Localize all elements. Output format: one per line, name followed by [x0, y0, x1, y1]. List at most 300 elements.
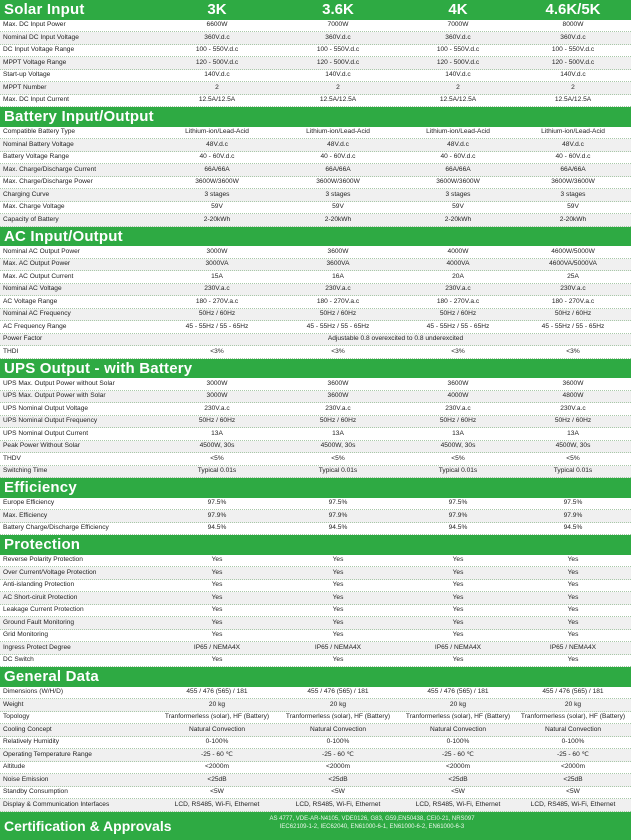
spec-label: Over Current/Voltage Protection: [3, 568, 97, 576]
spec-value: Yes: [332, 581, 344, 589]
spec-value: <2000m: [445, 763, 470, 771]
spec-row: [0, 523, 631, 536]
spec-row: [0, 20, 631, 33]
spec-row: [0, 466, 631, 479]
certification-bar: [0, 812, 631, 840]
spec-value: 230V.a.c: [560, 404, 586, 412]
spec-value: 59V: [452, 203, 464, 211]
spec-value: Yes: [452, 618, 464, 626]
spec-value: 100 - 550V.d.c: [195, 46, 239, 54]
spec-row: [0, 296, 631, 309]
spec-row: [0, 580, 631, 593]
spec-value: 455 / 476 (565) / 181: [307, 688, 369, 696]
spec-value: 45 - 55Hz / 55 - 65Hz: [541, 322, 605, 330]
spec-label: Nominal Battery Voltage: [3, 140, 74, 148]
spec-value: 50Hz / 60Hz: [439, 310, 477, 318]
spec-value: Yes: [332, 556, 344, 564]
spec-value: 3600W: [562, 379, 584, 387]
spec-label: Standby Consumption: [3, 788, 68, 796]
spec-value: 230V.a.c: [204, 285, 230, 293]
spec-value: 94.5%: [448, 524, 468, 532]
spec-row: [0, 749, 631, 762]
spec-label: Reverse Polarity Protection: [3, 556, 83, 564]
spec-value: 230V.a.c: [325, 285, 351, 293]
spec-value: <5W: [331, 788, 345, 796]
spec-value: 45 - 55Hz / 55 - 65Hz: [426, 322, 490, 330]
spec-value: 0-100%: [561, 738, 585, 746]
spec-value: <5%: [210, 454, 224, 462]
spec-value: 140V.d.c: [325, 71, 351, 79]
spec-value: <3%: [210, 347, 224, 355]
spec-value: Typical 0.01s: [318, 467, 358, 475]
spec-row: [0, 737, 631, 750]
spec-value: 3 stages: [445, 190, 471, 198]
spec-value: 120 - 500V.d.c: [316, 58, 360, 66]
spec-value: 97.5%: [207, 499, 227, 507]
spec-label: Battery Charge/Discharge Efficiency: [3, 524, 109, 532]
spec-label: Charging Curve: [3, 190, 50, 198]
spec-row: [0, 642, 631, 655]
spec-label: Nominal AC Frequency: [3, 310, 71, 318]
spec-value: 97.9%: [448, 511, 468, 519]
spec-value: IP65 / NEMA4X: [549, 643, 597, 651]
spec-row: [0, 724, 631, 737]
spec-value: 3600W: [447, 379, 469, 387]
spec-value: Typical 0.01s: [553, 467, 593, 475]
spec-value: Lithium-ion/Lead-Acid: [426, 128, 490, 136]
spec-value: 4000VA: [446, 260, 470, 268]
section-header-solar-input: [0, 0, 631, 20]
spec-value: <5W: [451, 788, 465, 796]
spec-value: 48V.d.c: [327, 140, 349, 148]
spec-value: 15A: [211, 272, 223, 280]
spec-value: 4500W, 30s: [555, 442, 591, 450]
spec-value: 20 kg: [208, 700, 226, 708]
spec-value: 100 - 550V.d.c: [436, 46, 480, 54]
spec-value: 4500W, 30s: [440, 442, 476, 450]
spec-label: Peak Power Without Solar: [3, 442, 80, 450]
spec-value: 360V.d.c: [204, 33, 230, 41]
spec-value: Lithium-ion/Lead-Acid: [185, 128, 249, 136]
spec-value: 97.9%: [563, 511, 583, 519]
spec-value: 230V.a.c: [445, 285, 471, 293]
spec-value: Natural Convection: [188, 725, 246, 733]
section-header-ups-output-with-battery: [0, 359, 631, 379]
spec-value: 50Hz / 60Hz: [554, 417, 592, 425]
section-title: Efficiency: [4, 479, 77, 497]
spec-row: [0, 202, 631, 215]
spec-label: Ground Fault Monitoring: [3, 618, 75, 626]
spec-value: 2-20kWh: [559, 215, 587, 223]
spec-value: 360V.d.c: [445, 33, 471, 41]
spec-label: Nominal AC Output Power: [3, 247, 80, 255]
spec-value: 94.5%: [563, 524, 583, 532]
spec-label: THDV: [3, 454, 21, 462]
spec-value: 180 - 270V.a.c: [316, 297, 360, 305]
spec-value: 230V.a.c: [445, 404, 471, 412]
spec-value: 97.5%: [563, 499, 583, 507]
spec-value: Yes: [332, 568, 344, 576]
spec-value: <3%: [331, 347, 345, 355]
section-title: AC Input/Output: [4, 227, 123, 245]
spec-value: Yes: [211, 581, 223, 589]
spec-label: UPS Max. Output Power with Solar: [3, 392, 106, 400]
spec-value: 0-100%: [326, 738, 350, 746]
spec-row: [0, 346, 631, 359]
spec-row: [0, 334, 631, 347]
spec-value: Lithium-ion/Lead-Acid: [541, 128, 605, 136]
spec-value: 12.5A/12.5A: [554, 96, 592, 104]
spec-value: Yes: [452, 631, 464, 639]
spec-label: Leakage Current Protection: [3, 606, 84, 614]
spec-value: 0-100%: [205, 738, 229, 746]
spec-label: Battery Voltage Range: [3, 153, 69, 161]
model-header: 4.6K/5K: [545, 1, 601, 19]
spec-row: [0, 189, 631, 202]
spec-value: Tranformerless (solar), HF (Battery): [405, 713, 511, 721]
section-title: Solar Input: [4, 1, 85, 19]
spec-value: Yes: [452, 581, 464, 589]
spec-value: 94.5%: [207, 524, 227, 532]
spec-value: 3000VA: [205, 260, 229, 268]
spec-value: 13A: [211, 429, 223, 437]
spec-value: LCD, RS485, Wi-Fi, Ethernet: [295, 800, 381, 808]
spec-label: Ingress Protect Degree: [3, 643, 71, 651]
spec-value: 3600W/3600W: [436, 178, 480, 186]
spec-label: Max. Charge/Discharge Current: [3, 165, 97, 173]
spec-row: [0, 498, 631, 511]
spec-label: MPPT Number: [3, 83, 47, 91]
spec-row: [0, 774, 631, 787]
spec-label: Compatible Battery Type: [3, 128, 76, 136]
spec-value: 4600VA/5000VA: [549, 260, 597, 268]
model-header: 3.6K: [322, 1, 354, 19]
spec-label: DC Input Voltage Range: [3, 46, 75, 54]
spec-value: 3600W: [327, 392, 349, 400]
spec-row: [0, 391, 631, 404]
spec-value: 180 - 270V.a.c: [551, 297, 595, 305]
spec-value: 48V.d.c: [206, 140, 228, 148]
spec-value: 59V: [211, 203, 223, 211]
spec-value: Yes: [332, 618, 344, 626]
spec-label: Max. Charge Voltage: [3, 203, 65, 211]
spec-value: 50Hz / 60Hz: [319, 417, 357, 425]
spec-value: 140V.d.c: [445, 71, 471, 79]
spec-row: [0, 70, 631, 83]
section-header-protection: [0, 535, 631, 555]
spec-row: [0, 555, 631, 568]
spec-value: 3600W/3600W: [551, 178, 595, 186]
model-header: 4K: [448, 1, 468, 19]
spec-label: Relatively Humidity: [3, 738, 60, 746]
spec-row: [0, 139, 631, 152]
spec-row: [0, 428, 631, 441]
spec-row: [0, 259, 631, 272]
spec-label: THDI: [3, 347, 19, 355]
spec-row: [0, 246, 631, 259]
spec-value: Typical 0.01s: [438, 467, 478, 475]
section-header-efficiency: [0, 478, 631, 498]
section-header-battery-input-output: [0, 107, 631, 127]
spec-value: Yes: [211, 568, 223, 576]
section-header-general-data: [0, 667, 631, 687]
spec-value: 2-20kWh: [324, 215, 352, 223]
spec-value: 230V.a.c: [325, 404, 351, 412]
spec-row: [0, 617, 631, 630]
spec-value: Yes: [211, 593, 223, 601]
spec-value: -25 - 60 ℃: [442, 750, 474, 758]
spec-label: DC Switch: [3, 656, 34, 664]
spec-value: 20 kg: [449, 700, 467, 708]
spec-value: Yes: [567, 556, 579, 564]
certification-title: Certification & Approvals: [4, 817, 172, 834]
spec-value: <25dB: [563, 775, 583, 783]
spec-value: 140V.d.c: [204, 71, 230, 79]
spec-label: AC Short-ciruit Protection: [3, 593, 78, 601]
spec-value: 120 - 500V.d.c: [195, 58, 239, 66]
spec-value: 360V.d.c: [560, 33, 586, 41]
spec-value: 360V.d.c: [325, 33, 351, 41]
spec-value: 13A: [452, 429, 464, 437]
spec-value: 3600W/3600W: [195, 178, 239, 186]
spec-value: 3 stages: [204, 190, 230, 198]
spec-value: IP65 / NEMA4X: [193, 643, 241, 651]
spec-value: Yes: [567, 581, 579, 589]
spec-label: Max. Charge/Discharge Power: [3, 178, 93, 186]
spec-value: <25dB: [448, 775, 468, 783]
spec-label: Max. DC Input Power: [3, 21, 66, 29]
spec-row: [0, 57, 631, 70]
spec-value: <2000m: [204, 763, 229, 771]
spec-label: Capacity of Battery: [3, 215, 59, 223]
spec-value: 66A/66A: [560, 165, 586, 173]
spec-value: 66A/66A: [325, 165, 351, 173]
spec-value: 40 - 60V.d.c: [199, 153, 235, 161]
spec-label: Nominal DC Input Voltage: [3, 33, 79, 41]
spec-label: Max. Efficiency: [3, 511, 48, 519]
spec-value: 6600W: [206, 21, 228, 29]
spec-value: <2000m: [325, 763, 350, 771]
spec-row: [0, 567, 631, 580]
spec-value: Tranformerless (solar), HF (Battery): [164, 713, 270, 721]
spec-value: <2000m: [560, 763, 585, 771]
spec-label: Switching Time: [3, 467, 48, 475]
spec-value: 230V.a.c: [204, 404, 230, 412]
spec-row: [0, 214, 631, 227]
spec-value: 13A: [567, 429, 579, 437]
spec-value: Yes: [211, 606, 223, 614]
spec-value: Yes: [332, 593, 344, 601]
spec-value: Yes: [332, 606, 344, 614]
section-title: Protection: [4, 536, 81, 554]
spec-label: Power Factor: [3, 335, 43, 343]
spec-row: [0, 441, 631, 454]
spec-value: Yes: [452, 606, 464, 614]
spec-label: Nominal AC Voltage: [3, 285, 62, 293]
spec-value: Yes: [211, 656, 223, 664]
spec-value: <25dB: [207, 775, 227, 783]
spec-value: Yes: [452, 656, 464, 664]
spec-value: 4000W: [447, 392, 469, 400]
spec-label: Max. DC Input Current: [3, 96, 69, 104]
spec-value: 180 - 270V.a.c: [436, 297, 480, 305]
spec-value: Yes: [211, 631, 223, 639]
spec-value: IP65 / NEMA4X: [434, 643, 482, 651]
spec-value: <3%: [566, 347, 580, 355]
spec-value: <3%: [451, 347, 465, 355]
spec-value: 3600VA: [326, 260, 350, 268]
spec-row: [0, 592, 631, 605]
spec-value: 0-100%: [446, 738, 470, 746]
certification-line: AS 4777, VDE-AR-N4105, VDE0126, G83, G59,EN50438, CEI0-21, NRS097: [269, 815, 475, 822]
spec-value: 12.5A/12.5A: [198, 96, 236, 104]
spec-value: Tranformerless (solar), HF (Battery): [520, 713, 626, 721]
spec-row: [0, 630, 631, 643]
spec-label: Cooling Concept: [3, 725, 52, 733]
spec-value: 2: [215, 83, 219, 91]
spec-value: Yes: [567, 593, 579, 601]
spec-value: 3 stages: [560, 190, 586, 198]
spec-label: Noise Emission: [3, 775, 49, 783]
spec-value: <5%: [566, 454, 580, 462]
spec-value: 2-20kWh: [444, 215, 472, 223]
spec-value: 455 / 476 (565) / 181: [186, 688, 248, 696]
spec-value: 455 / 476 (565) / 181: [542, 688, 604, 696]
spec-row: [0, 32, 631, 45]
spec-value: 48V.d.c: [562, 140, 584, 148]
spec-value: 180 - 270V.a.c: [195, 297, 239, 305]
spec-label: Display & Communication Interfaces: [3, 800, 110, 808]
spec-value: 3600W/3600W: [316, 178, 360, 186]
spec-value: <5W: [566, 788, 580, 796]
spec-value: 120 - 500V.d.c: [436, 58, 480, 66]
spec-value: 50Hz / 60Hz: [319, 310, 357, 318]
spec-label: UPS Nominal Output Current: [3, 429, 89, 437]
spec-row: [0, 95, 631, 108]
spec-label: Anti-islanding Protection: [3, 581, 75, 589]
spec-row: [0, 284, 631, 297]
spec-value: 45 - 55Hz / 55 - 65Hz: [185, 322, 249, 330]
spec-value: 230V.a.c: [560, 285, 586, 293]
spec-value: Tranformerless (solar), HF (Battery): [285, 713, 391, 721]
spec-value: 20A: [452, 272, 464, 280]
spec-value: 20 kg: [329, 700, 347, 708]
spec-value: 4500W, 30s: [320, 442, 356, 450]
spec-row: [0, 271, 631, 284]
spec-value: <25dB: [328, 775, 348, 783]
spec-value: 100 - 550V.d.c: [551, 46, 595, 54]
spec-value: <5%: [331, 454, 345, 462]
spec-row: [0, 712, 631, 725]
spec-label: Max. AC Output Power: [3, 260, 71, 268]
spec-value: Yes: [567, 656, 579, 664]
spec-value: 40 - 60V.d.c: [555, 153, 591, 161]
spec-label: Max. AC Output Current: [3, 272, 74, 280]
spec-value: 4600W/5000W: [551, 247, 595, 255]
spec-value: Typical 0.01s: [197, 467, 237, 475]
model-header: 3K: [207, 1, 227, 19]
spec-value: Yes: [332, 631, 344, 639]
spec-label: Altitude: [3, 763, 25, 771]
spec-value: LCD, RS485, Wi-Fi, Ethernet: [174, 800, 260, 808]
spec-value: Yes: [567, 631, 579, 639]
spec-value: 45 - 55Hz / 55 - 65Hz: [306, 322, 370, 330]
spec-value: Lithium-ion/Lead-Acid: [306, 128, 370, 136]
spec-row: [0, 605, 631, 618]
spec-row: [0, 655, 631, 668]
spec-row: [0, 799, 631, 812]
spec-value: 25A: [567, 272, 579, 280]
spec-row: [0, 416, 631, 429]
section-header-ac-input-output: [0, 227, 631, 247]
spec-value: <5W: [210, 788, 224, 796]
spec-value-span: Adjustable 0.8 overexcited to 0.8 underexcited: [327, 335, 464, 343]
spec-row: [0, 378, 631, 391]
spec-value: -25 - 60 ℃: [322, 750, 354, 758]
spec-row: [0, 321, 631, 334]
spec-value: Yes: [211, 618, 223, 626]
spec-value: -25 - 60 ℃: [201, 750, 233, 758]
spec-label: Operating Temperature Range: [3, 750, 92, 758]
section-title: General Data: [4, 668, 99, 686]
spec-value: 3 stages: [325, 190, 351, 198]
spec-value: <5%: [451, 454, 465, 462]
spec-value: 4800W: [562, 392, 584, 400]
spec-value: 7000W: [447, 21, 469, 29]
spec-row: [0, 453, 631, 466]
spec-value: Yes: [452, 593, 464, 601]
spec-value: 3000W: [206, 392, 228, 400]
spec-label: AC Voltage Range: [3, 297, 58, 305]
spec-label: AC Frequency Range: [3, 322, 67, 330]
spec-value: 2: [456, 83, 460, 91]
spec-value: IP65 / NEMA4X: [314, 643, 362, 651]
spec-label: Europe Efficiency: [3, 499, 55, 507]
spec-row: [0, 787, 631, 800]
spec-row: [0, 699, 631, 712]
spec-value: 2: [571, 83, 575, 91]
spec-value: 4500W, 30s: [199, 442, 235, 450]
spec-value: 59V: [332, 203, 344, 211]
spec-row: [0, 510, 631, 523]
spec-value: 50Hz / 60Hz: [439, 417, 477, 425]
spec-row: [0, 152, 631, 165]
spec-value: 3000W: [206, 379, 228, 387]
spec-row: [0, 762, 631, 775]
spec-value: Yes: [567, 568, 579, 576]
spec-value: Natural Convection: [544, 725, 602, 733]
spec-row: [0, 127, 631, 140]
spec-value: 48V.d.c: [447, 140, 469, 148]
spec-value: Natural Convection: [309, 725, 367, 733]
spec-value: 50Hz / 60Hz: [554, 310, 592, 318]
spec-label: UPS Nominal Output Frequency: [3, 417, 98, 425]
spec-label: UPS Max. Output Power without Solar: [3, 379, 115, 387]
spec-label: UPS Nominal Output Voltage: [3, 404, 89, 412]
spec-value: Yes: [332, 656, 344, 664]
spec-value: 13A: [332, 429, 344, 437]
spec-value: 94.5%: [328, 524, 348, 532]
spec-label: Weight: [3, 700, 24, 708]
spec-label: Grid Monitoring: [3, 631, 49, 639]
spec-value: Yes: [567, 618, 579, 626]
spec-value: 40 - 60V.d.c: [440, 153, 476, 161]
spec-value: 455 / 476 (565) / 181: [427, 688, 489, 696]
spec-value: LCD, RS485, Wi-Fi, Ethernet: [530, 800, 616, 808]
section-title: Battery Input/Output: [4, 108, 154, 126]
spec-value: 97.5%: [328, 499, 348, 507]
spec-value: 97.9%: [207, 511, 227, 519]
